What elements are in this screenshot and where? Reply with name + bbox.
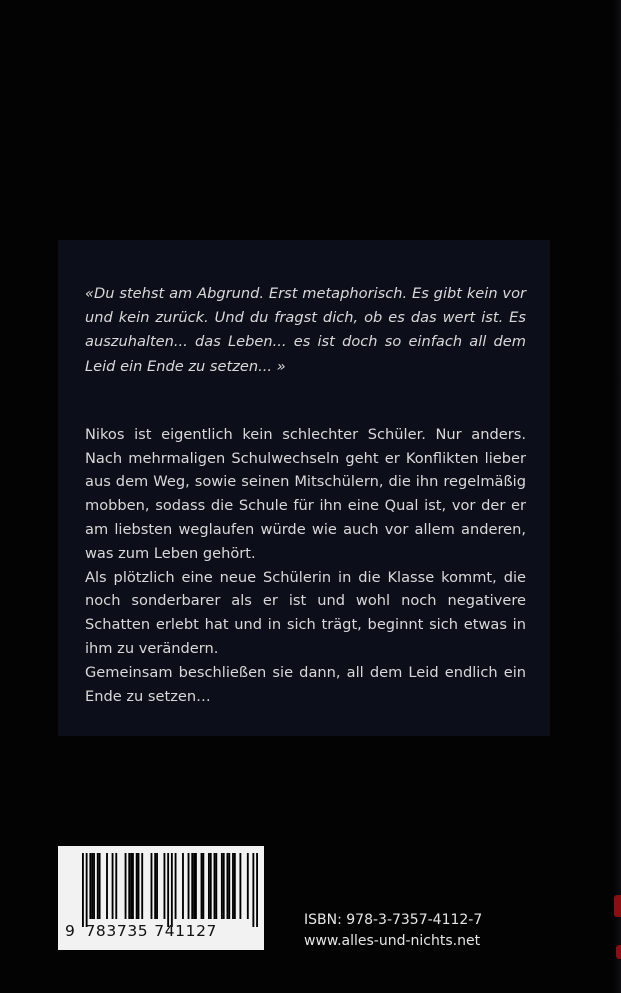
barcode-lead-digit: 9: [65, 922, 76, 940]
barcode-bar: [182, 853, 184, 919]
barcode-bar: [202, 853, 204, 919]
barcode-bars: [82, 853, 258, 927]
barcode-bar: [97, 853, 99, 919]
barcode-bar: [141, 853, 143, 919]
barcode-bar: [82, 853, 84, 927]
barcode-bar: [256, 853, 258, 927]
barcode-bar: [93, 853, 95, 919]
blood-stain-decoration: [616, 945, 621, 959]
publisher-website[interactable]: www.alles-und-nichts.net: [304, 933, 481, 949]
barcode-bar: [99, 853, 101, 919]
barcode-bar: [89, 853, 91, 919]
description-paragraph: Nikos ist eigentlich kein schlechter Schüler. Nur anders. Nach mehrmaligen Schulwechseln geht er Konflikten lieber aus dem Weg, sowie seinen Mitschülern, die ihn regelmäßig mobben, sodass die Schule für ihn eine Qual ist, vor der er am liebsten weglaufen würde wie auch vor allem anderen, was zum Leben gehört.: [85, 425, 526, 562]
barcode-bar: [239, 853, 241, 919]
barcode-bar: [130, 853, 132, 919]
isbn-text: ISBN: 978-3-7357-4112-7: [304, 912, 483, 928]
barcode-bar: [86, 853, 88, 927]
blood-stain-decoration: [614, 895, 621, 917]
description-paragraph: Als plötzlich eine neue Schülerin in die Klasse kommt, die noch sonderbarer als er ist und wohl noch negativere Schatten erlebt hat und in sich trägt, beginnt sich etwas in ihm zu verändern.: [85, 568, 526, 657]
barcode-bar: [128, 853, 130, 919]
barcode-bar: [91, 853, 93, 919]
barcode-bar: [223, 853, 225, 919]
barcode-bar: [136, 853, 138, 919]
barcode-bar: [138, 853, 140, 919]
teaser-quote: «Du stehst am Abgrund. Erst metaphorisch. Es gibt kein vor und kein zurück. Und du fragst dich, ob es das wert ist. Es auszuhalten... das Leben... es ist doch so einfach all dem Leid ein Ende zu setzen... »: [85, 285, 526, 375]
barcode-bar: [154, 853, 156, 919]
barcode-bar: [175, 853, 177, 919]
barcode-bar: [115, 853, 117, 919]
barcode-bar: [195, 853, 197, 919]
book-description: [85, 423, 526, 709]
barcode-digit-group: 783735: [85, 922, 149, 940]
barcode-bar: [171, 853, 173, 927]
publisher-info: [304, 910, 482, 952]
barcode-bar: [221, 853, 223, 919]
barcode-bar: [247, 853, 249, 919]
barcode-bar: [191, 853, 193, 919]
barcode-bar: [167, 853, 169, 927]
barcode-bar: [227, 853, 229, 919]
barcode-bar: [210, 853, 212, 919]
blurb-panel: [58, 240, 550, 736]
barcode-bar: [208, 853, 210, 919]
description-paragraph: Gemeinsam beschließen sie dann, all dem Leid endlich ein Ende zu setzen…: [85, 663, 526, 705]
barcode-bar: [156, 853, 158, 919]
barcode-bar: [106, 853, 108, 919]
barcode-bar: [125, 853, 127, 919]
barcode-bar: [193, 853, 195, 919]
spine-edge: [613, 0, 621, 993]
barcode-bar: [164, 853, 166, 919]
barcode-bar: [151, 853, 153, 919]
barcode-digit-group: 741127: [154, 922, 218, 940]
barcode-digits: [65, 922, 261, 940]
isbn-barcode: [58, 846, 264, 950]
barcode-bar: [214, 853, 216, 919]
barcode-bar: [188, 853, 190, 919]
barcode-bar: [232, 853, 234, 919]
barcode-bar: [252, 853, 254, 927]
barcode-bar: [215, 853, 217, 919]
barcode-bar: [112, 853, 114, 919]
barcode-bar: [132, 853, 134, 919]
barcode-bar: [201, 853, 203, 919]
barcode-bar: [228, 853, 230, 919]
barcode-bar: [234, 853, 236, 919]
